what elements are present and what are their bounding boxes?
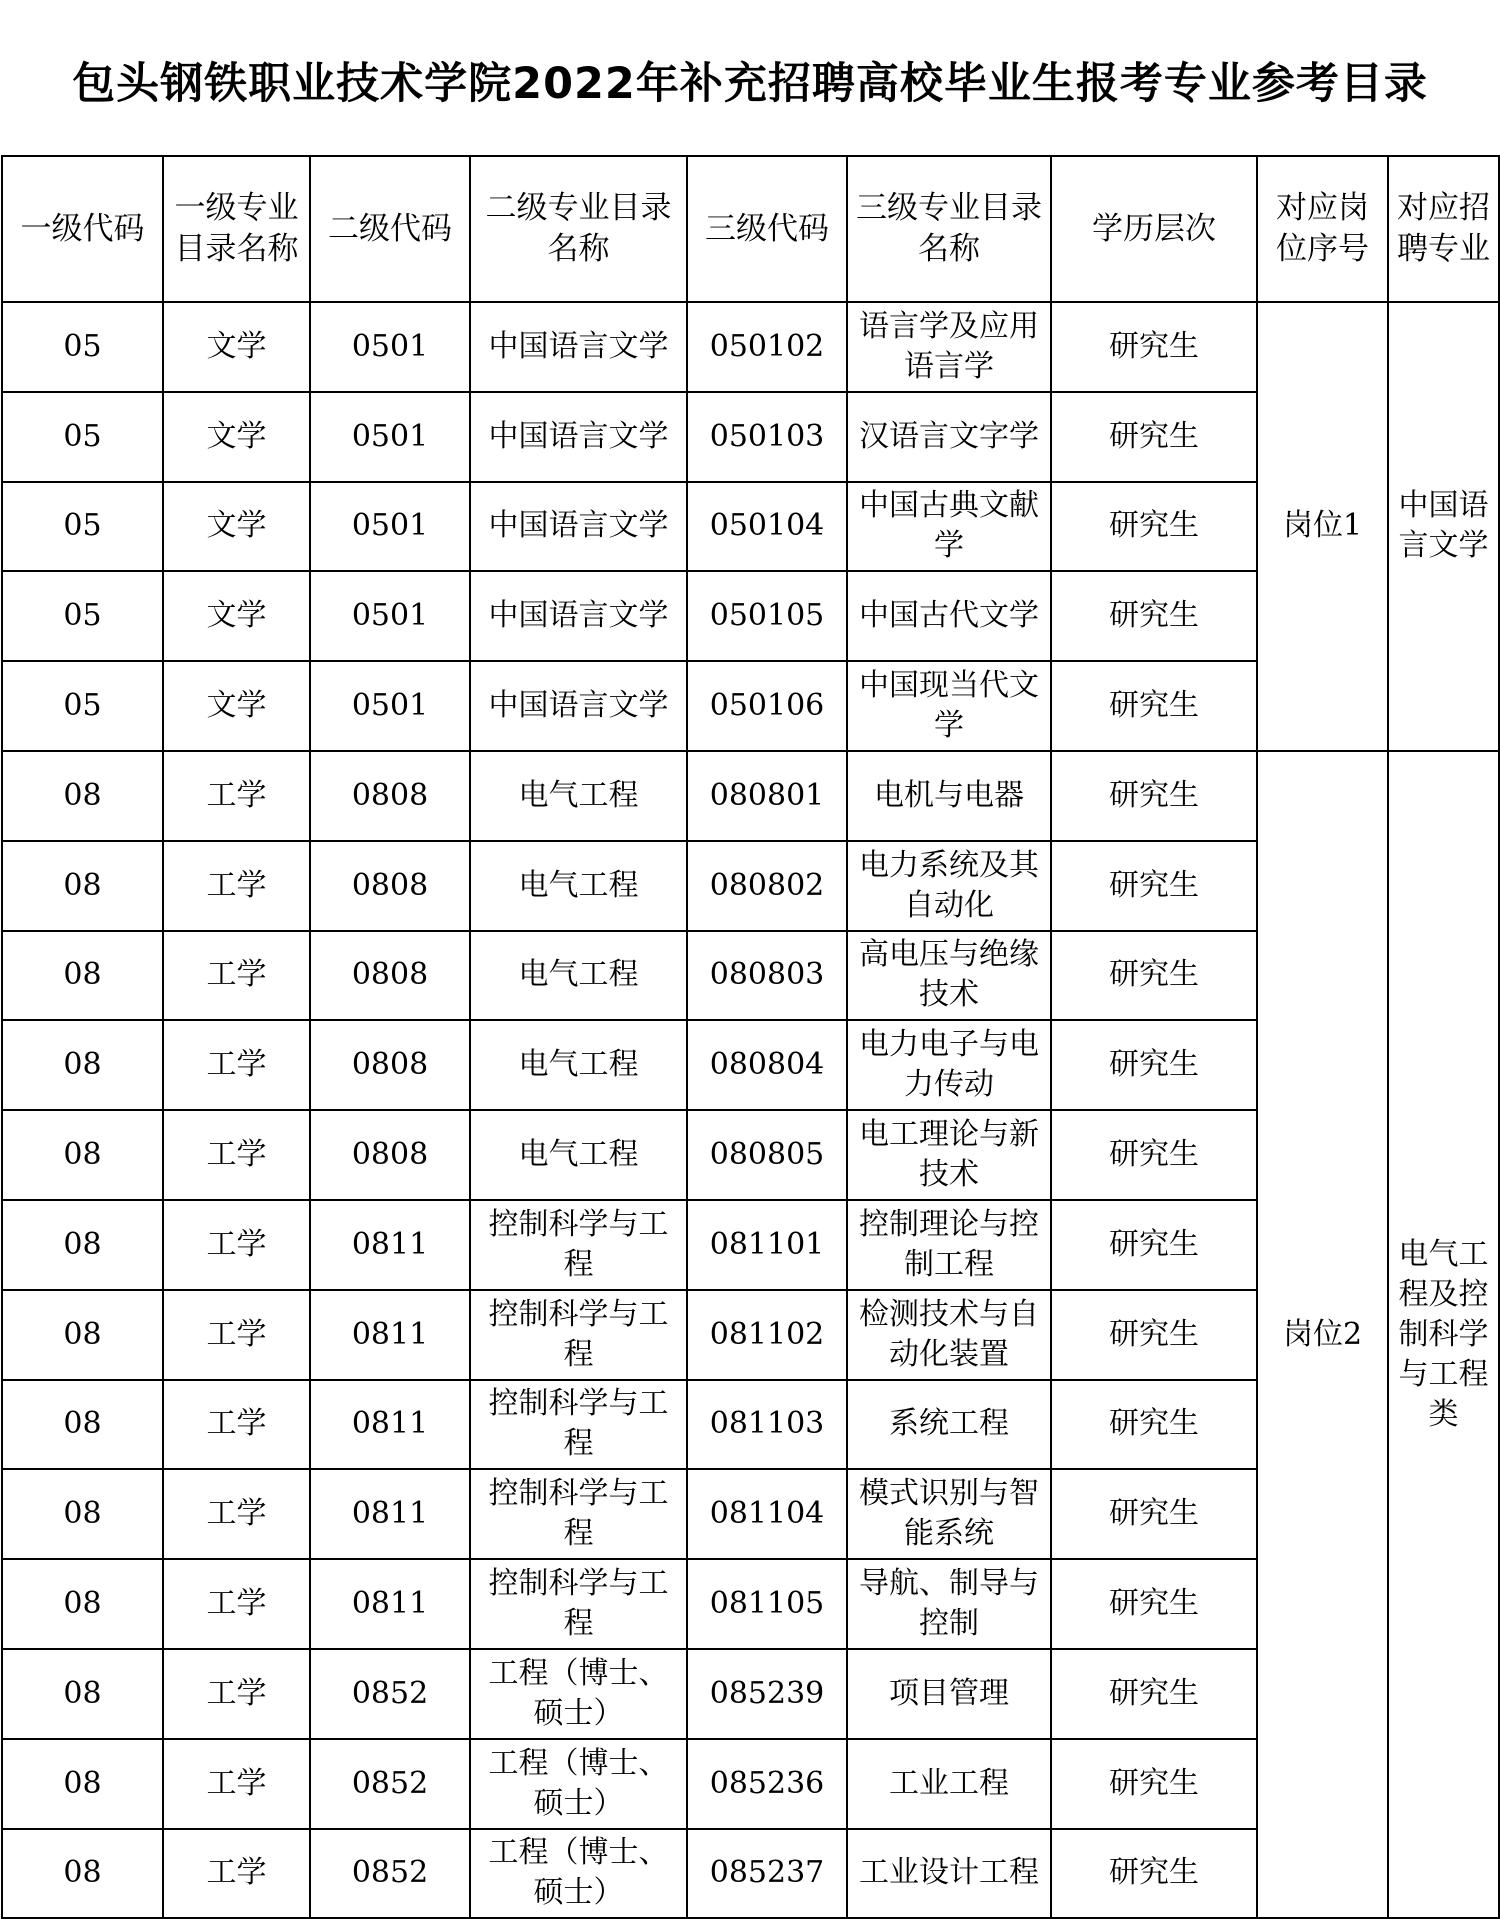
level2-name-cell: 工程（博士、硕士） — [470, 1829, 687, 1919]
education-cell: 研究生 — [1051, 841, 1257, 931]
table-row — [2, 751, 1499, 841]
level3-name-cell: 项目管理 — [847, 1649, 1051, 1739]
table-header-row — [2, 156, 1499, 302]
level3-code-cell: 050103 — [687, 392, 847, 482]
level1-code-cell: 08 — [2, 931, 163, 1021]
level3-name-cell: 导航、制导与控制 — [847, 1559, 1051, 1649]
level1-code-cell: 08 — [2, 1020, 163, 1110]
level3-code-cell: 080803 — [687, 931, 847, 1021]
level3-code-cell: 085236 — [687, 1739, 847, 1829]
post-number-cell: 岗位1 — [1257, 302, 1388, 751]
level2-name-cell: 中国语言文学 — [470, 482, 687, 572]
education-cell: 研究生 — [1051, 1020, 1257, 1110]
level1-code-cell: 05 — [2, 482, 163, 572]
education-cell: 研究生 — [1051, 1559, 1257, 1649]
level2-code-cell: 0808 — [310, 1110, 470, 1200]
level1-name-cell: 工学 — [163, 1829, 310, 1919]
level2-code-cell: 0852 — [310, 1829, 470, 1919]
education-cell: 研究生 — [1051, 1200, 1257, 1290]
level2-code-cell: 0811 — [310, 1559, 470, 1649]
level3-name-cell: 模式识别与智能系统 — [847, 1469, 1051, 1559]
level1-name-cell: 工学 — [163, 1020, 310, 1110]
level3-name-cell: 电工理论与新技术 — [847, 1110, 1051, 1200]
major-catalog-table — [1, 155, 1500, 1919]
level1-name-cell: 工学 — [163, 1110, 310, 1200]
level1-name-cell: 文学 — [163, 661, 310, 751]
education-cell: 研究生 — [1051, 392, 1257, 482]
level3-name-cell: 中国现当代文学 — [847, 661, 1051, 751]
education-cell: 研究生 — [1051, 1110, 1257, 1200]
level3-code-cell: 081102 — [687, 1290, 847, 1380]
level3-code-cell: 081103 — [687, 1380, 847, 1470]
level2-code-cell: 0852 — [310, 1649, 470, 1739]
header-major: 对应招聘专业 — [1388, 156, 1499, 302]
level1-code-cell: 08 — [2, 1380, 163, 1470]
level1-code-cell: 08 — [2, 1469, 163, 1559]
post-number-cell: 岗位2 — [1257, 751, 1388, 1918]
level3-code-cell: 050105 — [687, 571, 847, 661]
level1-code-cell: 08 — [2, 1559, 163, 1649]
recruit-major-cell: 电气工程及控制科学与工程类 — [1388, 751, 1499, 1918]
level3-code-cell: 080805 — [687, 1110, 847, 1200]
level3-name-cell: 语言学及应用语言学 — [847, 302, 1051, 392]
level1-code-cell: 05 — [2, 571, 163, 661]
level3-code-cell: 050104 — [687, 482, 847, 572]
education-cell: 研究生 — [1051, 1290, 1257, 1380]
level3-code-cell: 081104 — [687, 1469, 847, 1559]
level1-name-cell: 工学 — [163, 751, 310, 841]
education-cell: 研究生 — [1051, 1469, 1257, 1559]
level2-name-cell: 工程（博士、硕士） — [470, 1739, 687, 1829]
level1-name-cell: 工学 — [163, 1559, 310, 1649]
level3-code-cell: 050106 — [687, 661, 847, 751]
level2-code-cell: 0501 — [310, 661, 470, 751]
education-cell: 研究生 — [1051, 661, 1257, 751]
level3-code-cell: 080801 — [687, 751, 847, 841]
level1-code-cell: 08 — [2, 1649, 163, 1739]
level2-code-cell: 0811 — [310, 1290, 470, 1380]
level1-name-cell: 文学 — [163, 571, 310, 661]
table-row — [2, 302, 1499, 392]
level3-name-cell: 电机与电器 — [847, 751, 1051, 841]
education-cell: 研究生 — [1051, 302, 1257, 392]
level3-code-cell: 081101 — [687, 1200, 847, 1290]
level3-name-cell: 工业工程 — [847, 1739, 1051, 1829]
level3-name-cell: 高电压与绝缘技术 — [847, 931, 1051, 1021]
level2-code-cell: 0501 — [310, 392, 470, 482]
education-cell: 研究生 — [1051, 751, 1257, 841]
level2-code-cell: 0808 — [310, 751, 470, 841]
level1-name-cell: 文学 — [163, 392, 310, 482]
level1-code-cell: 05 — [2, 392, 163, 482]
education-cell: 研究生 — [1051, 1649, 1257, 1739]
level1-code-cell: 08 — [2, 1290, 163, 1380]
level2-name-cell: 控制科学与工程 — [470, 1200, 687, 1290]
level3-name-cell: 系统工程 — [847, 1380, 1051, 1470]
level1-name-cell: 工学 — [163, 1739, 310, 1829]
level1-code-cell: 08 — [2, 1829, 163, 1919]
level2-name-cell: 电气工程 — [470, 841, 687, 931]
level2-name-cell: 中国语言文学 — [470, 571, 687, 661]
level2-code-cell: 0808 — [310, 931, 470, 1021]
header-level2-code: 二级代码 — [310, 156, 470, 302]
level2-name-cell: 控制科学与工程 — [470, 1290, 687, 1380]
level2-code-cell: 0811 — [310, 1469, 470, 1559]
page-title: 包头钢铁职业技术学院2022年补充招聘高校毕业生报考专业参考目录 — [72, 59, 1428, 109]
education-cell: 研究生 — [1051, 1829, 1257, 1919]
level2-code-cell: 0811 — [310, 1200, 470, 1290]
level3-name-cell: 中国古代文学 — [847, 571, 1051, 661]
level1-name-cell: 文学 — [163, 302, 310, 392]
level3-code-cell: 080802 — [687, 841, 847, 931]
level1-name-cell: 工学 — [163, 1380, 310, 1470]
education-cell: 研究生 — [1051, 1739, 1257, 1829]
level1-name-cell: 工学 — [163, 1469, 310, 1559]
header-level2-name: 二级专业目录名称 — [470, 156, 687, 302]
level3-code-cell: 080804 — [687, 1020, 847, 1110]
level2-name-cell: 控制科学与工程 — [470, 1559, 687, 1649]
header-level3-name: 三级专业目录名称 — [847, 156, 1051, 302]
level2-name-cell: 中国语言文学 — [470, 661, 687, 751]
level2-code-cell: 0501 — [310, 302, 470, 392]
level3-name-cell: 中国古典文献学 — [847, 482, 1051, 572]
header-education: 学历层次 — [1051, 156, 1257, 302]
level1-name-cell: 工学 — [163, 841, 310, 931]
level1-name-cell: 工学 — [163, 1200, 310, 1290]
level2-name-cell: 中国语言文学 — [470, 392, 687, 482]
level3-name-cell: 工业设计工程 — [847, 1829, 1051, 1919]
level1-code-cell: 05 — [2, 661, 163, 751]
level2-name-cell: 电气工程 — [470, 1020, 687, 1110]
level3-code-cell: 085239 — [687, 1649, 847, 1739]
recruit-major-cell: 中国语言文学 — [1388, 302, 1499, 751]
level2-name-cell: 电气工程 — [470, 931, 687, 1021]
level2-name-cell: 工程（博士、硕士） — [470, 1649, 687, 1739]
level1-name-cell: 工学 — [163, 1649, 310, 1739]
level1-code-cell: 08 — [2, 1739, 163, 1829]
level1-code-cell: 05 — [2, 302, 163, 392]
level3-name-cell: 电力电子与电力传动 — [847, 1020, 1051, 1110]
level1-code-cell: 08 — [2, 751, 163, 841]
header-level3-code: 三级代码 — [687, 156, 847, 302]
education-cell: 研究生 — [1051, 482, 1257, 572]
level2-name-cell: 控制科学与工程 — [470, 1380, 687, 1470]
level2-code-cell: 0811 — [310, 1380, 470, 1470]
education-cell: 研究生 — [1051, 931, 1257, 1021]
level1-name-cell: 文学 — [163, 482, 310, 572]
level1-code-cell: 08 — [2, 1110, 163, 1200]
level2-name-cell: 中国语言文学 — [470, 302, 687, 392]
level2-name-cell: 电气工程 — [470, 751, 687, 841]
table-body — [2, 302, 1499, 1918]
level2-code-cell: 0501 — [310, 482, 470, 572]
education-cell: 研究生 — [1051, 1380, 1257, 1470]
header-post-no: 对应岗位序号 — [1257, 156, 1388, 302]
level2-name-cell: 电气工程 — [470, 1110, 687, 1200]
level3-code-cell: 085237 — [687, 1829, 847, 1919]
education-cell: 研究生 — [1051, 571, 1257, 661]
level3-name-cell: 汉语言文字学 — [847, 392, 1051, 482]
level3-name-cell: 控制理论与控制工程 — [847, 1200, 1051, 1290]
header-level1-name: 一级专业目录名称 — [163, 156, 310, 302]
level1-name-cell: 工学 — [163, 931, 310, 1021]
level3-code-cell: 050102 — [687, 302, 847, 392]
level1-code-cell: 08 — [2, 1200, 163, 1290]
level3-name-cell: 检测技术与自动化装置 — [847, 1290, 1051, 1380]
level3-code-cell: 081105 — [687, 1559, 847, 1649]
level2-code-cell: 0501 — [310, 571, 470, 661]
level1-code-cell: 08 — [2, 841, 163, 931]
level2-code-cell: 0808 — [310, 841, 470, 931]
level3-name-cell: 电力系统及其自动化 — [847, 841, 1051, 931]
level2-code-cell: 0852 — [310, 1739, 470, 1829]
level1-name-cell: 工学 — [163, 1290, 310, 1380]
header-level1-code: 一级代码 — [2, 156, 163, 302]
level2-code-cell: 0808 — [310, 1020, 470, 1110]
level2-name-cell: 控制科学与工程 — [470, 1469, 687, 1559]
